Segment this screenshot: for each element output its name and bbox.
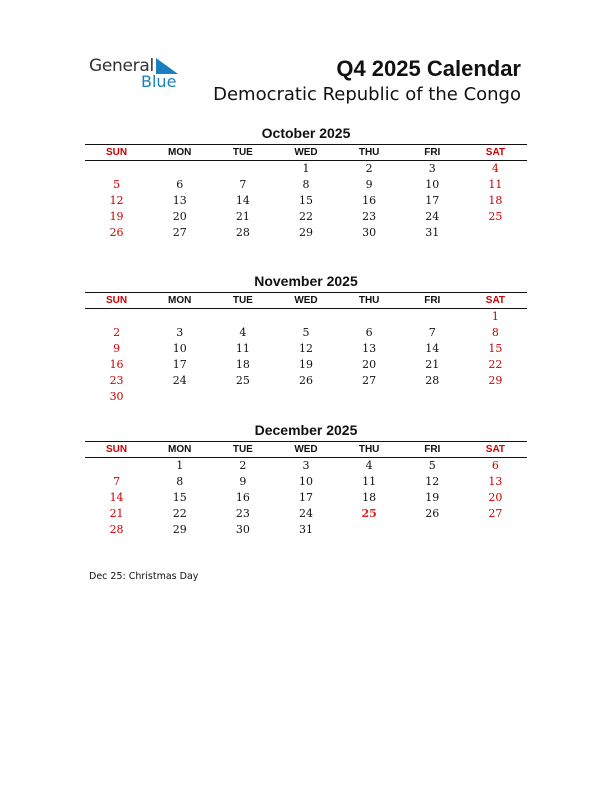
day-cell: 9	[239, 475, 247, 488]
day-cell: 8	[302, 178, 310, 191]
day-cell: 14	[109, 491, 124, 504]
day-cell: 28	[425, 374, 440, 387]
day-cell: 4	[365, 459, 373, 472]
empty-day-cell	[401, 309, 464, 325]
week-row	[85, 522, 527, 538]
day-cell: 29	[488, 374, 503, 387]
day-cell: 27	[362, 374, 377, 387]
empty-day-cell	[211, 161, 274, 177]
day-cell: 1	[176, 459, 184, 472]
day-cell: 20	[488, 491, 503, 504]
day-cell: 19	[425, 491, 440, 504]
empty-day-cell	[85, 161, 148, 177]
day-cell: 21	[235, 210, 250, 223]
day-cell: 10	[425, 178, 440, 191]
day-cell: 4	[491, 162, 499, 175]
day-cell: 6	[176, 178, 184, 191]
day-cell: 17	[425, 194, 440, 207]
day-cell: 18	[362, 491, 377, 504]
empty-day-cell	[85, 309, 148, 325]
weekday-label-wed: WED	[294, 444, 318, 455]
day-cell: 10	[172, 342, 187, 355]
day-cell: 8	[176, 475, 184, 488]
week-row	[85, 325, 527, 341]
empty-day-cell	[338, 522, 401, 538]
week-row	[85, 490, 527, 506]
empty-day-cell	[274, 389, 337, 405]
weekday-label-sat: SAT	[485, 147, 506, 158]
empty-day-cell	[401, 389, 464, 405]
day-cell: 16	[109, 358, 124, 371]
week-row	[85, 458, 527, 474]
day-cell: 31	[425, 226, 440, 239]
day-cell: 28	[235, 226, 250, 239]
day-cell: 19	[109, 210, 124, 223]
day-cell: 11	[362, 475, 377, 488]
weekday-label-sun: SUN	[106, 147, 128, 158]
day-cell: 9	[365, 178, 373, 191]
week-row	[85, 309, 527, 325]
month-december	[85, 422, 527, 538]
weekday-label-thu: THU	[358, 444, 380, 455]
day-cell: 22	[298, 210, 313, 223]
month-october	[85, 125, 527, 241]
day-cell: 18	[488, 194, 503, 207]
day-cell: 24	[298, 507, 313, 520]
day-cell: 30	[109, 390, 124, 403]
day-cell: 28	[109, 523, 124, 536]
day-cell: 29	[298, 226, 313, 239]
weekday-label-sun: SUN	[106, 444, 128, 455]
weekday-label-sat: SAT	[485, 444, 506, 455]
page-subtitle: Democratic Republic of the Congo	[213, 84, 521, 105]
empty-day-cell	[211, 389, 274, 405]
empty-day-cell	[464, 389, 527, 405]
week-row	[85, 373, 527, 389]
day-cell: 9	[113, 342, 121, 355]
day-cell: 3	[176, 326, 184, 339]
day-cell: 12	[109, 194, 124, 207]
month-title: October 2025	[261, 125, 351, 141]
weekday-label-fri: FRI	[424, 295, 441, 306]
holiday-note: Dec 25: Christmas Day	[89, 571, 199, 582]
day-cell: 7	[428, 326, 436, 339]
day-cell: 7	[239, 178, 247, 191]
day-cell: 12	[298, 342, 313, 355]
month-november	[85, 273, 527, 405]
weekday-label-mon: MON	[168, 444, 192, 455]
page-title: Q4 2025 Calendar	[336, 56, 521, 81]
empty-day-cell	[401, 522, 464, 538]
day-cell: 26	[109, 226, 124, 239]
day-cell: 15	[298, 194, 313, 207]
empty-day-cell	[85, 458, 148, 474]
day-cell: 25	[361, 507, 377, 520]
day-cell: 22	[488, 358, 503, 371]
day-cell: 25	[235, 374, 250, 387]
week-row	[85, 357, 527, 373]
month-grid	[85, 309, 527, 405]
day-cell: 27	[172, 226, 187, 239]
day-cell: 26	[425, 507, 440, 520]
day-cell: 11	[235, 342, 250, 355]
weekday-label-mon: MON	[168, 147, 192, 158]
weekday-label-thu: THU	[358, 147, 380, 158]
day-cell: 5	[113, 178, 121, 191]
day-cell: 23	[109, 374, 124, 387]
empty-day-cell	[148, 389, 211, 405]
weekday-label-wed: WED	[294, 295, 318, 306]
empty-day-cell	[464, 522, 527, 538]
weekday-label-thu: THU	[358, 295, 380, 306]
day-cell: 2	[113, 326, 121, 339]
day-cell: 25	[488, 210, 503, 223]
weekday-label-mon: MON	[168, 295, 192, 306]
day-cell: 23	[235, 507, 250, 520]
day-cell: 6	[491, 459, 499, 472]
empty-day-cell	[338, 389, 401, 405]
day-cell: 1	[302, 162, 310, 175]
day-cell: 22	[172, 507, 187, 520]
day-cell: 24	[425, 210, 440, 223]
day-cell: 15	[488, 342, 503, 355]
day-cell: 15	[172, 491, 187, 504]
week-row	[85, 177, 527, 193]
weekday-label-tue: TUE	[232, 295, 253, 306]
day-cell: 16	[362, 194, 377, 207]
day-cell: 21	[425, 358, 440, 371]
weekday-label-sun: SUN	[106, 295, 128, 306]
day-cell: 27	[488, 507, 503, 520]
day-cell: 7	[113, 475, 121, 488]
weekday-label-fri: FRI	[424, 444, 441, 455]
week-row	[85, 474, 527, 490]
empty-day-cell	[148, 309, 211, 325]
month-grid	[85, 458, 527, 538]
day-cell: 29	[172, 523, 187, 536]
day-cell: 13	[488, 475, 503, 488]
weekday-label-fri: FRI	[424, 147, 441, 158]
week-row	[85, 506, 527, 522]
day-cell: 31	[298, 523, 313, 536]
day-cell: 23	[362, 210, 377, 223]
day-cell: 10	[298, 475, 313, 488]
empty-day-cell	[274, 309, 337, 325]
day-cell: 24	[172, 374, 187, 387]
day-cell: 11	[488, 178, 503, 191]
brand-logo	[89, 56, 189, 96]
day-cell: 3	[302, 459, 310, 472]
weekday-header-row	[85, 292, 527, 309]
month-title: November 2025	[254, 273, 358, 289]
weekday-label-tue: TUE	[232, 444, 253, 455]
month-grid	[85, 161, 527, 241]
day-cell: 3	[428, 162, 436, 175]
day-cell: 13	[362, 342, 377, 355]
day-cell: 17	[298, 491, 313, 504]
weekday-label-tue: TUE	[232, 147, 253, 158]
day-cell: 6	[365, 326, 373, 339]
day-cell: 17	[172, 358, 187, 371]
week-row	[85, 389, 527, 405]
day-cell: 30	[362, 226, 377, 239]
day-cell: 1	[491, 310, 499, 323]
day-cell: 12	[425, 475, 440, 488]
weekday-header-row	[85, 441, 527, 458]
weekday-label-sat: SAT	[485, 295, 506, 306]
day-cell: 30	[235, 523, 250, 536]
day-cell: 14	[425, 342, 440, 355]
logo-general-text: General	[89, 56, 154, 76]
day-cell: 2	[239, 459, 247, 472]
week-row	[85, 209, 527, 225]
day-cell: 20	[172, 210, 187, 223]
day-cell: 20	[362, 358, 377, 371]
month-title: December 2025	[254, 422, 358, 438]
week-row	[85, 193, 527, 209]
day-cell: 26	[298, 374, 313, 387]
weekday-header-row	[85, 144, 527, 161]
empty-day-cell	[338, 309, 401, 325]
day-cell: 14	[235, 194, 250, 207]
day-cell: 19	[298, 358, 313, 371]
week-row	[85, 341, 527, 357]
day-cell: 16	[235, 491, 250, 504]
logo-blue-text: Blue	[141, 72, 177, 91]
day-cell: 18	[235, 358, 250, 371]
empty-day-cell	[148, 161, 211, 177]
day-cell: 21	[109, 507, 124, 520]
day-cell: 4	[239, 326, 247, 339]
empty-day-cell	[211, 309, 274, 325]
week-row	[85, 161, 527, 177]
day-cell: 13	[172, 194, 187, 207]
day-cell: 2	[365, 162, 373, 175]
day-cell: 5	[302, 326, 310, 339]
day-cell: 5	[428, 459, 436, 472]
weekday-label-wed: WED	[294, 147, 318, 158]
week-row	[85, 225, 527, 241]
empty-day-cell	[464, 225, 527, 241]
day-cell: 8	[491, 326, 499, 339]
